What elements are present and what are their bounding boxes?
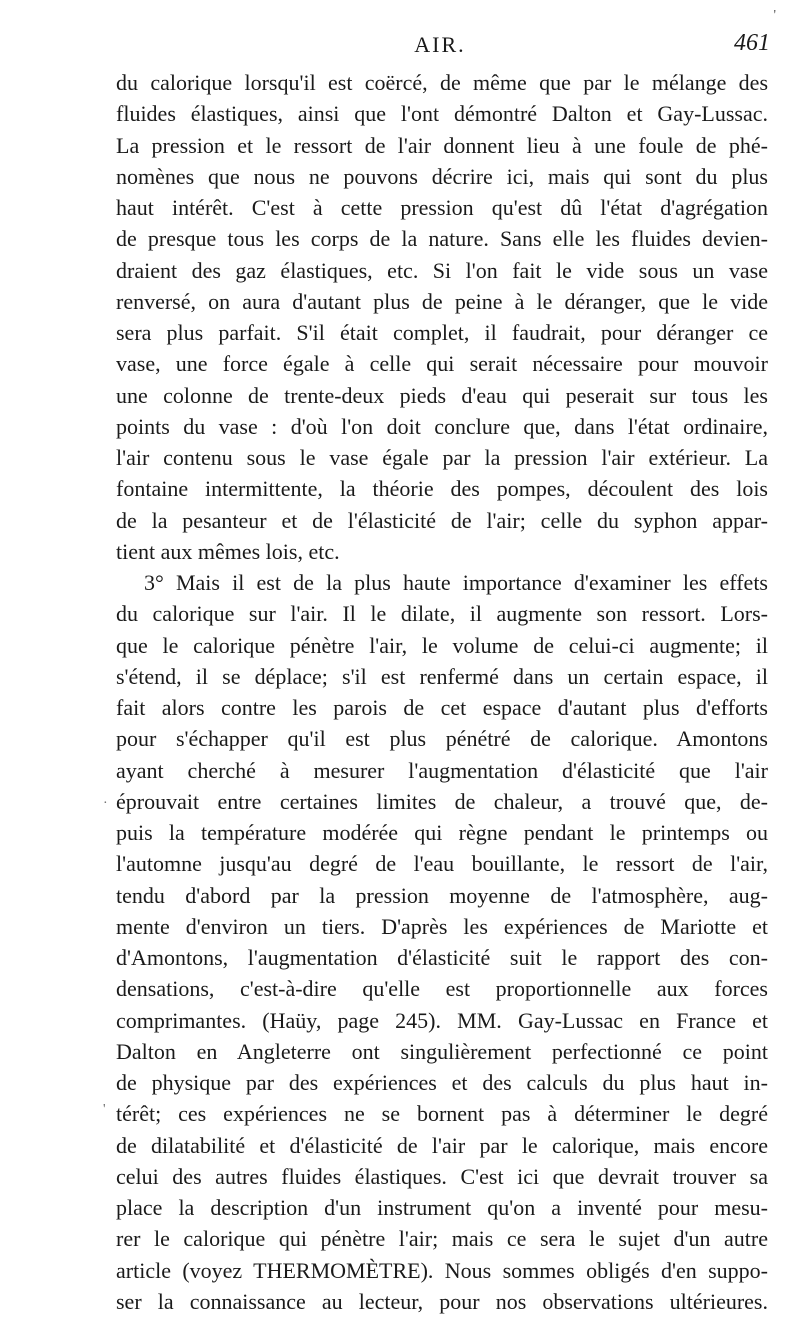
text-line: haut intérêt. C'est à cette pression qu'est dû l'état d'agrégation (116, 195, 768, 220)
text-line: La pression et le ressort de l'air donnent lieu à une foule de phé- (116, 132, 768, 158)
text-line: puis la température modérée qui règne pendant le printemps ou (116, 820, 768, 845)
text-line: térêt; ces expériences ne se bornent pas à déterminer le degré (116, 1101, 768, 1127)
text-line: d'Amontons, l'augmentation d'élasticité suit le rapport des con- (116, 945, 768, 970)
text-line: ser la connaissance au lecteur, pour nos observations ultérieures. (116, 1288, 768, 1314)
text-line: s'étend, il se déplace; s'il est renfermé dans un certain espace, il (116, 663, 768, 689)
text-line: de dilatabilité et d'élasticité de l'air par le calorique, mais encore (116, 1132, 768, 1158)
text-line: points du vase : d'où l'on doit conclure que, dans l'état ordinaire, (116, 413, 768, 439)
text-line: renversé, on aura d'autant plus de peine à le déranger, que le vide (116, 288, 768, 314)
page-number: 461 (734, 30, 770, 56)
text-line: du calorique lorsqu'il est coërcé, de même que par le mélange des (116, 70, 768, 95)
text-line: l'automne jusqu'au degré de l'eau bouillante, le ressort de l'air, (116, 851, 768, 877)
text-line: fait alors contre les parois de cet espace d'autant plus d'efforts (116, 695, 768, 720)
text-line: de presque tous les corps de la nature. Sans elle les fluides devien- (116, 226, 768, 252)
text-line: tient aux mêmes lois, etc. (116, 538, 340, 564)
margin-mark: · (103, 796, 108, 811)
text-line: pour s'échapper qu'il est plus pénétré de calorique. Amontons (116, 726, 768, 752)
text-line: nomènes que nous ne pouvons décrire ici, mais qui sont du plus (116, 163, 768, 189)
text-line: de la pesanteur et de l'élasticité de l'air; celle du syphon appar- (116, 507, 768, 533)
text-line: ayant cherché à mesurer l'augmentation d'élasticité que l'air (116, 757, 768, 783)
margin-mark: ' (103, 1102, 106, 1117)
text-line: fontaine intermittente, la théorie des pompes, découlent des lois (116, 476, 768, 502)
text-line: l'air contenu sous le vase égale par la pression l'air extérieur. La (116, 445, 768, 470)
body-text (116, 67, 768, 1317)
text-line: sera plus parfait. S'il était complet, il faudrait, pour déranger ce (116, 320, 768, 345)
text-line: une colonne de trente-deux pieds d'eau qui peserait sur tous les (116, 382, 768, 408)
text-line: fluides élastiques, ainsi que l'ont démontré Dalton et Gay-Lussac. (116, 101, 768, 127)
running-title: AIR. (414, 32, 466, 57)
text-line: du calorique sur l'air. Il le dilate, il augmente son ressort. Lors- (116, 601, 768, 627)
text-line: densations, c'est-à-dire qu'elle est proportionnelle aux forces (116, 976, 768, 1002)
text-line: vase, une force égale à celle qui serait nécessaire pour mouvoir (116, 351, 768, 377)
text-line: comprimantes. (Haüy, page 245). MM. Gay-Lussac en France et (116, 1007, 768, 1033)
text-line: tendu d'abord par la pression moyenne de l'atmosphère, aug- (116, 882, 768, 908)
text-line: Dalton en Angleterre ont singulièrement perfectionné ce point (116, 1038, 768, 1064)
text-line: de physique par des expériences et des calculs du plus haut in- (116, 1070, 768, 1095)
text-line: éprouvait entre certaines limites de chaleur, a trouvé que, de- (116, 788, 768, 814)
text-line: celui des autres fluides élastiques. C'est ici que devrait trouver sa (116, 1163, 768, 1189)
text-line: article (voyez THERMOMÈTRE). Nous sommes obligés d'en suppo- (116, 1257, 768, 1283)
text-line: que le calorique pénètre l'air, le volume de celui-ci augmente; il (116, 632, 768, 658)
text-line: rer le calorique qui pénètre l'air; mais ce sera le sujet d'un autre (116, 1226, 768, 1252)
text-line: place la description d'un instrument qu'on a inventé pour mesu- (116, 1195, 768, 1220)
text-line: 3° Mais il est de la plus haute importance d'examiner les effets (144, 570, 768, 595)
text-line: mente d'environ un tiers. D'après les expériences de Mariotte et (116, 913, 768, 939)
text-line: draient des gaz élastiques, etc. Si l'on fait le vide sous un vase (116, 257, 768, 283)
running-head (110, 30, 770, 64)
corner-mark: ' (773, 8, 776, 23)
